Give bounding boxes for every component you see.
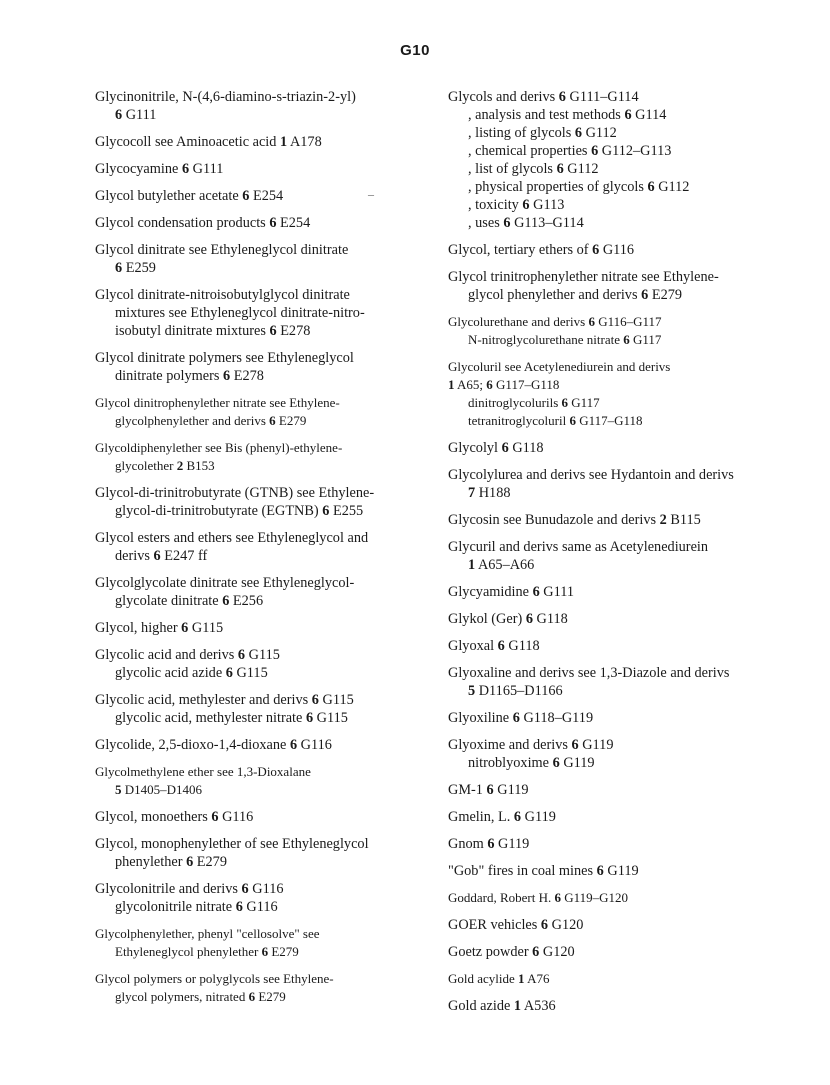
index-entry-subline: 6 G111: [115, 107, 157, 123]
index-entry-subline: 7 H188: [468, 485, 511, 501]
index-entry-heading: Glycolic acid and derivs 6 G115: [95, 647, 280, 663]
index-entry-heading: Glycol, monoethers 6 G116: [95, 809, 254, 825]
index-entry: [95, 574, 425, 610]
index-entry-heading: Glycolmethylene ether see 1,3-Dioxalane: [95, 764, 311, 779]
index-entry-subline: glycol-di-trinitrobutyrate (EGTNB) 6 E255: [115, 503, 364, 519]
index-entry-heading: Glycol dinitrophenylether nitrate see Ethylene-: [95, 395, 340, 410]
index-entry-subline: 1 A65; 6 G117–G118: [448, 377, 560, 392]
index-entry-subline: glycolic acid, methylester nitrate 6 G115: [115, 710, 348, 726]
index-entry: [95, 214, 425, 232]
index-entry-subline: dinitroglycolurils 6 G117: [468, 395, 600, 410]
index-entry-heading: Glycolylurea and derivs see Hydantoin and derivs: [448, 467, 734, 483]
index-entry-subline: mixtures see Ethyleneglycol dinitrate-nitro-: [115, 305, 365, 321]
index-entry-heading: Glycol condensation products 6 E254: [95, 215, 311, 231]
index-entry-subline: 1 A65–A66: [468, 557, 535, 573]
index-entry-subline: nitroblyoxime 6 G119: [468, 755, 595, 771]
index-entry: [95, 736, 425, 754]
index-entry: [95, 808, 425, 826]
index-entry: [448, 88, 808, 232]
index-entry-heading: Glycol butylether acetate 6 E254: [95, 188, 284, 204]
index-entry: [95, 529, 425, 565]
index-entry-subline: , analysis and test methods 6 G114: [468, 107, 667, 123]
index-entry-subline: , physical properties of glycols 6 G112: [468, 179, 690, 195]
index-entry: [448, 862, 808, 880]
index-entry-heading: GM-1 6 G119: [448, 782, 529, 798]
index-entry-heading: Glycoldiphenylether see Bis (phenyl)-ethylene-: [95, 440, 343, 455]
index-entry-heading: Glycolic acid, methylester and derivs 6 G115: [95, 692, 354, 708]
index-entry: [448, 439, 808, 457]
index-entry: [95, 160, 425, 178]
index-entry: [95, 880, 425, 916]
index-entry-subline: 5 D1165–D1166: [468, 683, 563, 699]
index-entry-heading: Gmelin, L. 6 G119: [448, 809, 556, 825]
index-entry: [448, 943, 808, 961]
index-entry-heading: Glycuril and derivs same as Acetylenediurein: [448, 539, 709, 555]
index-entry-subline: , toxicity 6 G113: [468, 197, 565, 213]
index-entry: [448, 358, 808, 430]
index-entry: [95, 925, 425, 961]
index-entry-subline: derivs 6 E247 ff: [115, 548, 208, 564]
index-entry-heading: "Gob" fires in coal mines 6 G119: [448, 863, 639, 879]
index-entry-subline: glycolate dinitrate 6 E256: [115, 593, 264, 609]
index-entry-heading: Glycolphenylether, phenyl "cellosolve" see: [95, 926, 320, 941]
index-entry: [448, 583, 808, 601]
index-entry: [448, 736, 808, 772]
index-entry-heading: Glycol dinitrate see Ethyleneglycol dinitrate: [95, 242, 349, 258]
index-entry: [95, 349, 425, 385]
index-entry: [95, 619, 425, 637]
index-entry: [448, 835, 808, 853]
index-entry-heading: Glycols and derivs 6 G111–G114: [448, 89, 639, 105]
index-entry-subline: glycol phenylether and derivs 6 E279: [468, 287, 683, 303]
index-entry-heading: Glycolyl 6 G118: [448, 440, 544, 456]
index-entry-heading: Glyoxiline 6 G118–G119: [448, 710, 594, 726]
index-entry-subline: , chemical properties 6 G112–G113: [468, 143, 672, 159]
index-entry-subline: glycolonitrile nitrate 6 G116: [115, 899, 278, 915]
index-entry-heading: Glycolurethane and derivs 6 G116–G117: [448, 314, 662, 329]
index-entry-subline: phenylether 6 E279: [115, 854, 227, 870]
index-entry-heading: Glycocyamine 6 G111: [95, 161, 224, 177]
index-entry-heading: Glykol (Ger) 6 G118: [448, 611, 568, 627]
index-entry-heading: Glycol esters and ethers see Ethyleneglycol and: [95, 530, 369, 546]
index-entry-subline: , listing of glycols 6 G112: [468, 125, 617, 141]
index-entry: [448, 637, 808, 655]
index-entry-heading: Glycol dinitrate polymers see Ethyleneglycol: [95, 350, 354, 366]
index-entry-subline: N-nitroglycolurethane nitrate 6 G117: [468, 332, 662, 347]
index-entry: [95, 133, 425, 151]
index-entry-subline: , uses 6 G113–G114: [468, 215, 584, 231]
index-entry: [95, 88, 425, 124]
index-entry: [95, 187, 425, 205]
index-entry: [448, 664, 808, 700]
index-entry: [448, 466, 808, 502]
index-entry: [95, 394, 425, 430]
index-entry: [95, 646, 425, 682]
index-entry-subline: tetranitroglycoluril 6 G117–G118: [468, 413, 643, 428]
index-entry: [448, 916, 808, 934]
index-entry: [448, 709, 808, 727]
index-entry-subline: glycol polymers, nitrated 6 E279: [115, 989, 286, 1004]
index-entry: [448, 610, 808, 628]
index-column-left: [95, 88, 425, 1006]
index-entry-heading: Goetz powder 6 G120: [448, 944, 575, 960]
index-entry-heading: Glycoluril see Acetylenediurein and derivs: [448, 359, 671, 374]
index-entry-heading: Glyoxal 6 G118: [448, 638, 540, 654]
index-entry-heading: Gold acylide 1 A76: [448, 971, 550, 986]
index-column-right: [448, 88, 808, 1015]
index-entry: [448, 511, 808, 529]
index-entry: [95, 970, 425, 1006]
index-entry: [448, 538, 808, 574]
index-entry: [448, 241, 808, 259]
index-entry: [95, 439, 425, 475]
index-entry-subline: , list of glycols 6 G112: [468, 161, 599, 177]
index-entry: [448, 970, 808, 988]
index-entry-heading: Glyoxaline and derivs see 1,3-Diazole and derivs: [448, 665, 730, 681]
index-entry: [95, 835, 425, 871]
index-entry: [95, 241, 425, 277]
index-entry-subline: Ethyleneglycol phenylether 6 E279: [115, 944, 299, 959]
index-entry-subline: isobutyl dinitrate mixtures 6 E278: [115, 323, 311, 339]
index-entry-heading: Glycinonitrile, N-(4,6-diamino-s-triazin-2-yl): [95, 89, 356, 105]
index-entry-subline: dinitrate polymers 6 E278: [115, 368, 264, 384]
index-entry-subline: 6 E259: [115, 260, 156, 276]
index-entry-heading: Glycol, tertiary ethers of 6 G116: [448, 242, 635, 258]
index-entry-heading: Glycolide, 2,5-dioxo-1,4-dioxane 6 G116: [95, 737, 332, 753]
index-entry-heading: Glycol trinitrophenylether nitrate see Ethylene-: [448, 269, 719, 285]
index-entry: [448, 268, 808, 304]
index-entry-heading: Glycol dinitrate-nitroisobutylglycol dinitrate: [95, 287, 350, 303]
index-entry-heading: GOER vehicles 6 G120: [448, 917, 584, 933]
page-number-header: G10: [400, 42, 430, 59]
index-entry-heading: Glycol polymers or polyglycols see Ethylene-: [95, 971, 334, 986]
index-entry-subline: glycolphenylether and derivs 6 E279: [115, 413, 307, 428]
scan-mark: –: [368, 187, 374, 201]
index-entry-heading: Glycocoll see Aminoacetic acid 1 A178: [95, 134, 322, 150]
index-entry-heading: Glyoxime and derivs 6 G119: [448, 737, 614, 753]
index-entry: [95, 484, 425, 520]
index-entry: [448, 313, 808, 349]
index-entry-subline: 5 D1405–D1406: [115, 782, 203, 797]
index-entry-heading: Glycol, monophenylether of see Ethyleneglycol: [95, 836, 369, 852]
index-entry: [95, 286, 425, 340]
index-entry: [95, 763, 425, 799]
index-entry-heading: Goddard, Robert H. 6 G119–G120: [448, 890, 629, 905]
index-entry-heading: Glycol-di-trinitrobutyrate (GTNB) see Ethylene-: [95, 485, 375, 501]
index-entry: [448, 889, 808, 907]
index-entry-subline: glycolic acid azide 6 G115: [115, 665, 268, 681]
index-entry-heading: Gnom 6 G119: [448, 836, 530, 852]
index-entry-heading: Glycol, higher 6 G115: [95, 620, 224, 636]
index-entry: [448, 808, 808, 826]
index-entry: [448, 997, 808, 1015]
index-entry: [448, 781, 808, 799]
index-entry-heading: Glycolglycolate dinitrate see Ethyleneglycol-: [95, 575, 355, 591]
index-entry: [95, 691, 425, 727]
index-entry-heading: Glycyamidine 6 G111: [448, 584, 575, 600]
index-entry-heading: Glycolonitrile and derivs 6 G116: [95, 881, 284, 897]
index-entry-heading: Gold azide 1 A536: [448, 998, 556, 1014]
index-entry-subline: glycolether 2 B153: [115, 458, 215, 473]
index-entry-heading: Glycosin see Bunudazole and derivs 2 B115: [448, 512, 701, 528]
